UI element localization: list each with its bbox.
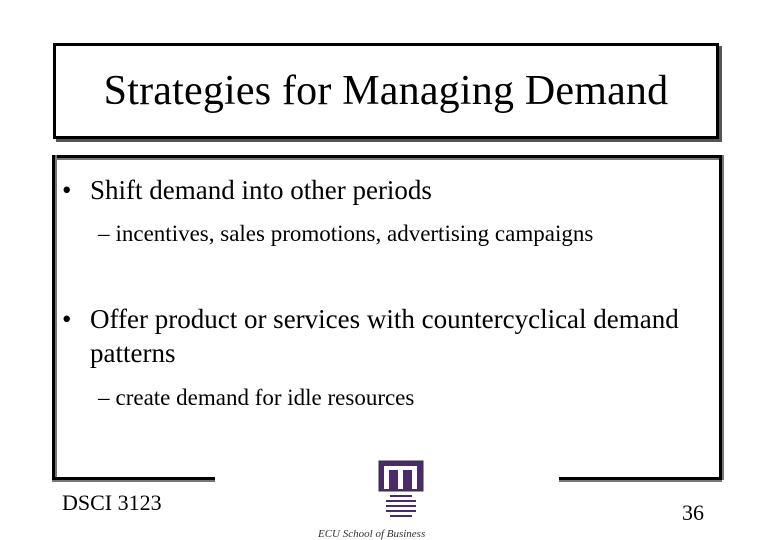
sub-bullet-text: incentives, sales promotions, advertising campaigns	[115, 221, 594, 246]
bullet-text: Shift demand into other periods	[90, 175, 432, 205]
bullet-item-1	[62, 173, 692, 207]
bullet-icon: •	[62, 304, 72, 334]
sub-bullet-text: create demand for idle resources	[115, 385, 415, 410]
title-box	[53, 43, 719, 139]
sub-bullet-item-2	[98, 384, 698, 412]
page-number: 36	[682, 500, 704, 525]
school-tagline: ECU School of Business	[318, 528, 426, 540]
slide-title: Strategies for Managing Demand	[103, 68, 669, 114]
frame-left-border	[52, 155, 55, 480]
dash-icon: –	[98, 385, 110, 410]
frame-bottom-right-border	[559, 477, 722, 480]
sub-bullet-item-1	[98, 220, 698, 248]
bullet-text: Offer product or services with countercyclical demand patterns	[90, 304, 679, 368]
dash-icon: –	[98, 221, 110, 246]
frame-bottom-left-border	[52, 477, 215, 480]
frame-right-border	[719, 155, 722, 480]
bullet-icon: •	[62, 175, 72, 205]
course-code: DSCI 3123	[62, 490, 162, 515]
bullet-item-2	[62, 302, 692, 370]
university-logo-icon	[378, 460, 424, 520]
frame-top-border	[52, 155, 720, 158]
